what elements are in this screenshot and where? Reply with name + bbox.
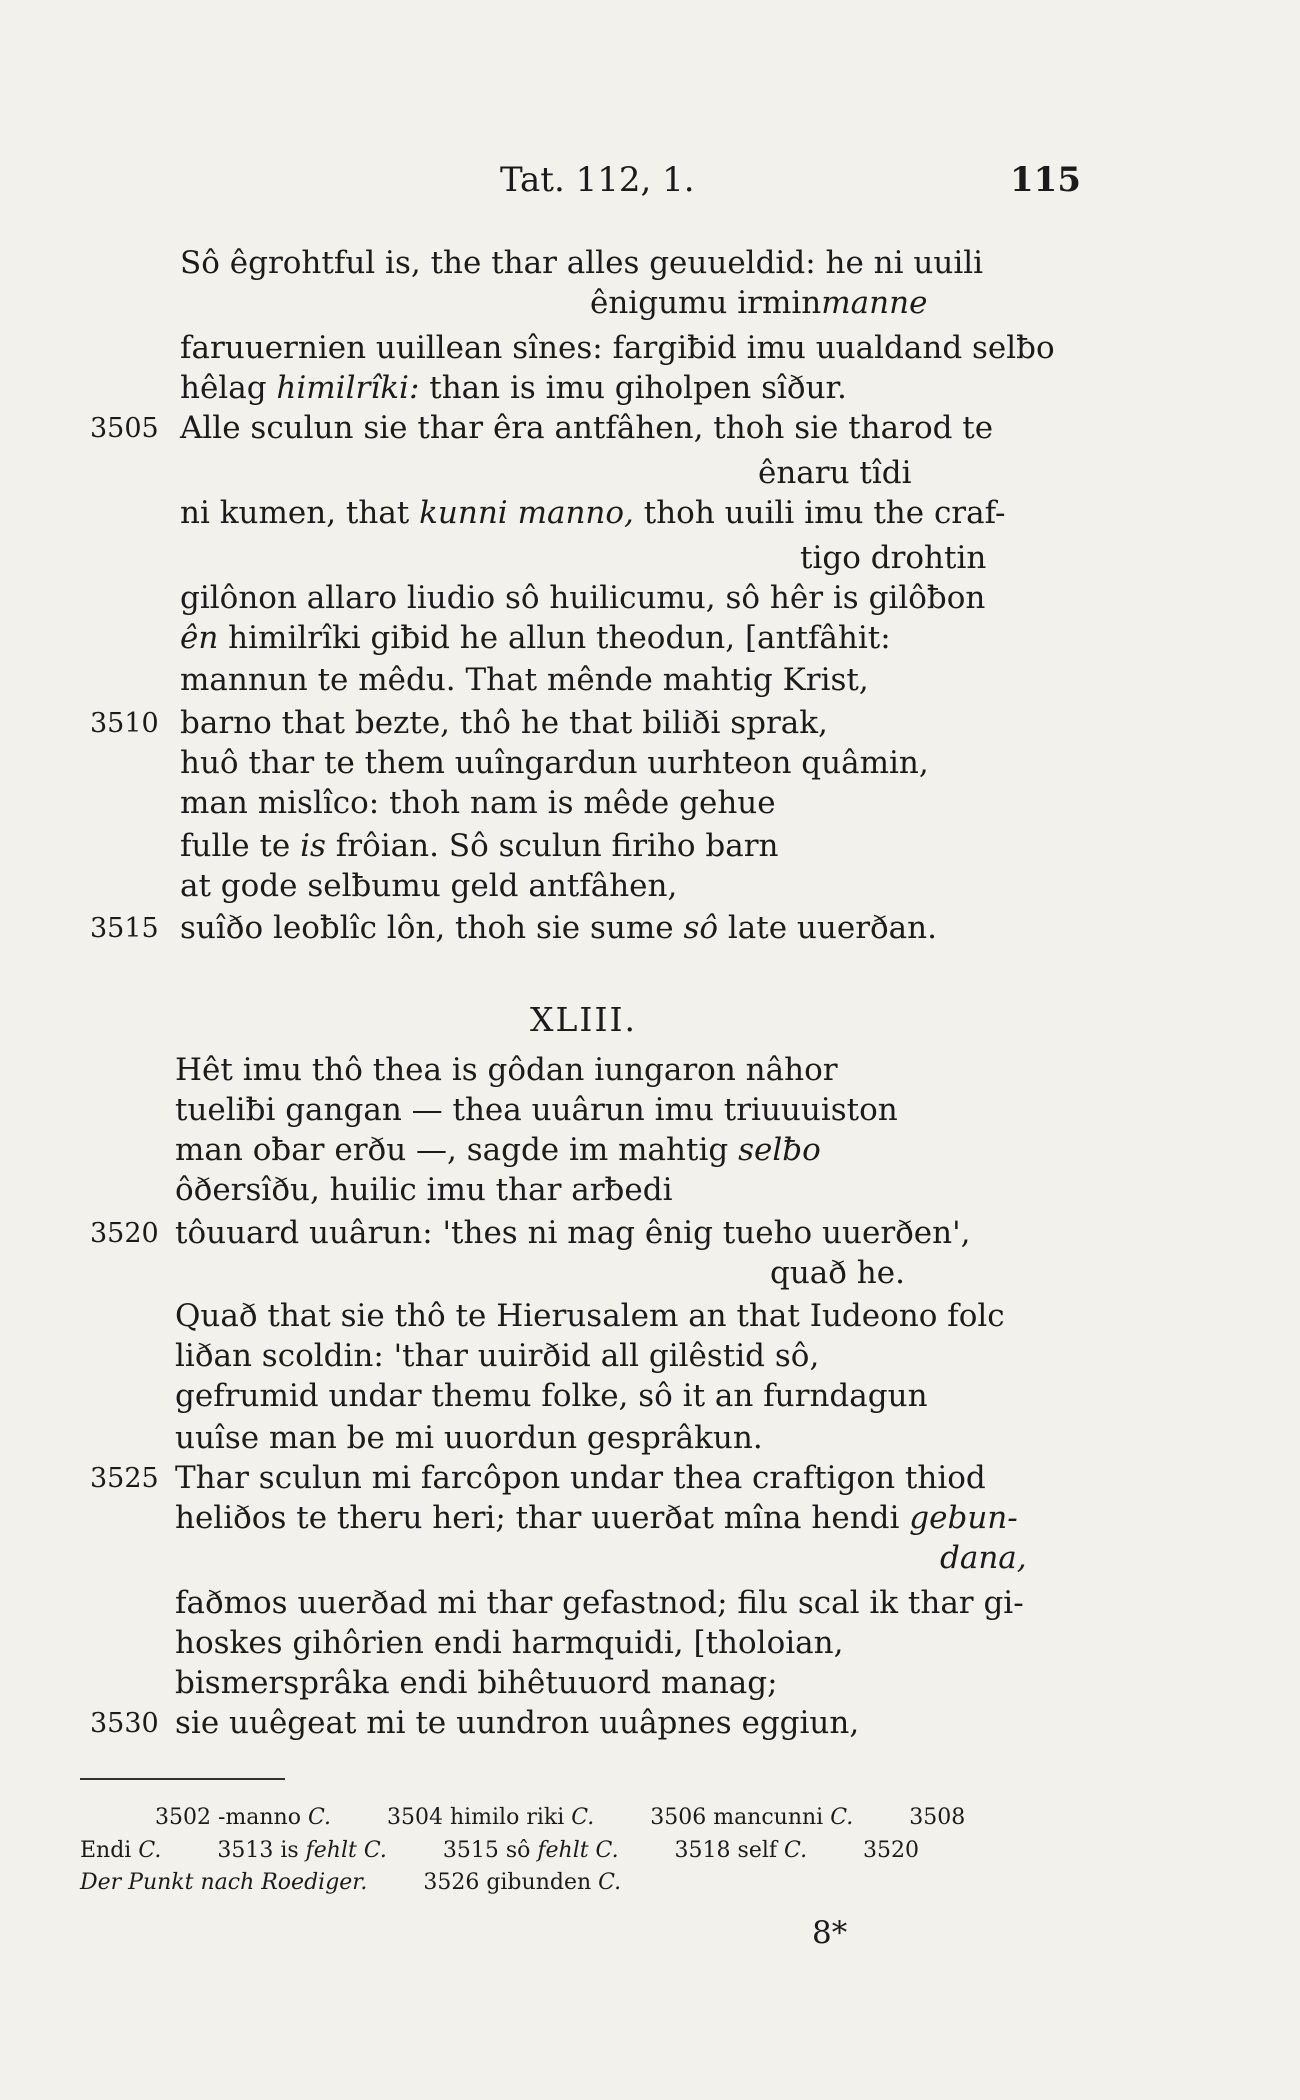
- verse-segment: hêlag: [180, 370, 277, 406]
- verse-segment: quað he.: [770, 1255, 905, 1291]
- verse-line: [175, 1705, 859, 1741]
- verse-segment: Quað that sie thô te Hierusalem an that Iudeono folc: [175, 1298, 1005, 1334]
- verse-line: [180, 410, 993, 446]
- verse-segment: than is imu giholpen sîður.: [419, 370, 847, 406]
- verse-segment: ênigumu irmin: [590, 285, 822, 321]
- header-reference: Tat. 112, 1.: [500, 160, 695, 200]
- verse-segment: thoh uuili imu the craf-: [633, 495, 1006, 531]
- verse-segment: sie uuêgeat mi te uundron uuâpnes eggiun,: [175, 1705, 860, 1741]
- verse-segment: sô: [683, 910, 719, 946]
- verse-segment: ni kumen, that: [180, 495, 420, 531]
- verse-line: [758, 455, 912, 491]
- verse-segment: gefrumid undar themu folke, sô it an furndagun: [175, 1378, 928, 1414]
- verse-line: [175, 1298, 1005, 1334]
- verse-segment: selƀo: [738, 1132, 821, 1168]
- footnote-segment: Der Punkt nach Roediger.: [80, 1870, 368, 1895]
- verse-segment: tôuuard uuârun: 'thes ni mag ênig tueho uuerðen',: [175, 1215, 971, 1251]
- line-number: 3525: [90, 1463, 159, 1494]
- verse-segment: hoskes gihôrien endi harmquidi, [tholoian,: [175, 1625, 844, 1661]
- verse-segment: Thar sculun mi farcôpon undar thea craftigon thiod: [175, 1460, 986, 1496]
- verse-line: [175, 1665, 778, 1701]
- verse-segment: man mislîco: thoh nam is mêde gehue: [180, 785, 776, 821]
- footnote-segment: C.: [784, 1838, 808, 1863]
- section-numeral: XLIII.: [530, 1000, 638, 1039]
- verse-segment: tigo drohtin: [800, 540, 987, 576]
- verse-segment: man oƀar erðu —, sagde im mahtig: [175, 1132, 739, 1168]
- footnote-segment: C.: [307, 1805, 332, 1830]
- footnote-segment: 3513 is: [161, 1838, 306, 1863]
- verse-line: [180, 245, 983, 281]
- verse-segment: gebun-: [909, 1500, 1018, 1536]
- verse-line: [180, 370, 847, 406]
- line-number: 3520: [90, 1218, 159, 1249]
- footnote-segment: 3518 self: [618, 1838, 785, 1863]
- verse-line: [180, 620, 891, 656]
- verse-line: [180, 785, 776, 821]
- verse-line: [175, 1585, 1024, 1621]
- line-number: 3505: [90, 413, 159, 444]
- verse-segment: Alle sculun sie thar êra antfâhen, thoh sie tharod te: [180, 410, 994, 446]
- verse-segment: frôian. Sô sculun firiho barn: [325, 828, 779, 864]
- verse-line: [180, 330, 1055, 366]
- footnote-segment: 3508: [853, 1805, 966, 1830]
- verse-line: [180, 868, 677, 904]
- footnote-segment: 3504 himilo riki: [331, 1805, 572, 1830]
- footnote-segment: Endi: [80, 1838, 139, 1863]
- verse-line: [180, 705, 828, 741]
- verse-segment: himilrîki giƀid he allun theodun, [antfâhit:: [218, 620, 891, 656]
- verse-segment: heliðos te theru heri; thar uuerðat mîna hendi: [175, 1500, 910, 1536]
- footnote-line: [80, 1838, 919, 1863]
- verse-segment: late uuerðan.: [718, 910, 937, 946]
- line-number: 3530: [90, 1708, 159, 1739]
- verse-line: [180, 745, 929, 781]
- footnote-line: [155, 1805, 965, 1830]
- line-number: 3515: [90, 913, 159, 944]
- verse-line: [175, 1092, 898, 1128]
- verse-segment: tueliƀi gangan — thea uuârun imu triuuuiston: [175, 1092, 898, 1128]
- footnote-segment: fehlt C.: [537, 1838, 619, 1863]
- verse-line: [175, 1338, 819, 1374]
- verse-segment: ôðersîðu, huilic imu thar arƀedi: [175, 1172, 673, 1208]
- footnote-segment: 3506 mancunni: [594, 1805, 831, 1830]
- verse-segment: faðmos uuerðad mi thar gefastnod; filu scal ik thar gi-: [175, 1585, 1024, 1621]
- line-number: 3510: [90, 708, 159, 739]
- verse-segment: manne: [821, 285, 928, 321]
- footnote-segment: 3502 -manno: [155, 1805, 308, 1830]
- footnote-segment: C.: [830, 1805, 854, 1830]
- verse-line: [180, 910, 937, 946]
- footnote-segment: 3515 sô: [386, 1838, 538, 1863]
- footnote-segment: fehlt C.: [305, 1838, 387, 1863]
- verse-line: [175, 1215, 971, 1251]
- verse-line: [175, 1172, 673, 1208]
- verse-segment: huô thar te them uuîngardun uurhteon quâmin,: [180, 745, 929, 781]
- verse-line: [800, 540, 986, 576]
- footnote-segment: C.: [138, 1838, 162, 1863]
- footnote-rule: [80, 1778, 285, 1780]
- verse-segment: ên: [180, 620, 219, 656]
- verse-segment: suîðo leoƀlîc lôn, thoh sie sume: [180, 910, 684, 946]
- footnote-segment: C.: [571, 1805, 595, 1830]
- verse-segment: Hêt imu thô thea is gôdan iungaron nâhor: [175, 1052, 838, 1088]
- verse-line: [175, 1420, 763, 1456]
- verse-segment: ênaru tîdi: [758, 455, 912, 491]
- verse-line: [175, 1378, 928, 1414]
- signature-mark: 8*: [812, 1915, 848, 1951]
- verse-segment: Sô êgrohtful is, the thar alles geuueldid: he ni uuili: [180, 245, 984, 281]
- verse-segment: fulle te: [180, 828, 301, 864]
- verse-segment: mannun te mêdu. That mênde mahtig Krist,: [180, 662, 869, 698]
- verse-segment: barno that bezte, thô he that biliði sprak,: [180, 705, 828, 741]
- verse-line: [590, 285, 927, 321]
- verse-segment: uuîse man be mi uuordun gesprâkun.: [175, 1420, 763, 1456]
- footnote-line: [80, 1870, 621, 1895]
- verse-line: [180, 662, 869, 698]
- verse-segment: bismersprâka endi bihêtuuord manag;: [175, 1665, 778, 1701]
- verse-line: [180, 495, 1005, 531]
- verse-segment: dana,: [940, 1540, 1027, 1576]
- verse-segment: gilônon allaro liudio sô huilicumu, sô hêr is gilôƀon: [180, 580, 986, 616]
- verse-line: [175, 1460, 986, 1496]
- verse-segment: kunni manno,: [419, 495, 634, 531]
- verse-segment: liðan scoldin: 'thar uuirðid all gilêstid sô,: [175, 1338, 820, 1374]
- verse-line: [175, 1500, 1018, 1536]
- verse-segment: himilrîki:: [276, 370, 420, 406]
- page-number: 115: [1010, 160, 1081, 200]
- verse-line: [180, 828, 779, 864]
- verse-line: [770, 1255, 905, 1291]
- verse-line: [175, 1132, 821, 1168]
- verse-line: [175, 1625, 843, 1661]
- footnote-segment: C.: [598, 1870, 622, 1895]
- verse-segment: at gode selƀumu geld antfâhen,: [180, 868, 678, 904]
- verse-line: [175, 1052, 838, 1088]
- verse-segment: is: [300, 828, 326, 864]
- verse-segment: faruuernien uuillean sînes: fargiƀid imu uualdand selƀo: [180, 330, 1055, 366]
- verse-line: [940, 1540, 1027, 1576]
- footnote-segment: 3520: [807, 1838, 920, 1863]
- verse-line: [180, 580, 985, 616]
- footnote-segment: 3526 gibunden: [367, 1870, 599, 1895]
